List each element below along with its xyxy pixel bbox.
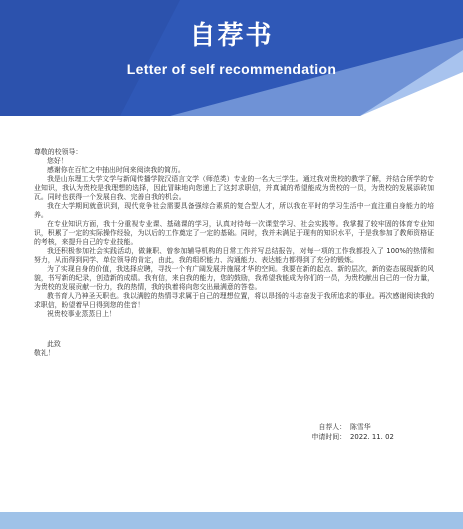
page-subtitle: Letter of self recommendation [126,61,337,77]
letter-body [34,148,434,358]
letter-paragraph: 祝贵校事业蒸蒸日上！ [47,310,116,318]
letter-paragraph: 在专业知识方面，我十分重视专业课、基础课的学习，认真对待每一次课堂学习、社会实践等。我掌握了较牢固的体育专业知识，积累了一定的实际操作经验，为以后的工作奠定了一定的基础。同时，我并未满足于现有的知识水平，于是我参加了教师资格证的考核，来提升自己的专业技能。 [34,220,434,246]
letter-paragraph: 我在大学期间就意识到，现代竞争社会需要具备强综合素质的复合型人才，所以我在平时的学习生活中一直注重自身能力的培养。 [34,202,434,219]
signature-name-row [300,422,440,432]
header-banner [0,0,463,116]
signature-date-label: 申请时间： [311,433,346,441]
letter-salutation: 尊敬的校领导： [34,148,83,156]
letter-greeting: 您好！ [47,157,68,165]
page-title: 自荐书 [189,21,274,51]
footer-bar [0,512,463,529]
signature-date: 2022. 11. 02 [350,433,394,441]
signature-date-row [300,432,440,442]
letter-paragraph: 我还积极参加社会实践活动，做兼职、曾参加辅导机构的日常工作并写总结报告，对每一项的工作我都投入了 100%的热情和努力，从而得到同学、单位领导的肯定，由此，我的组织能力、沟通能力、表达能力都得到了充分的锻炼。 [34,247,434,264]
closing-line-2: 敬礼！ [34,349,55,357]
signature-name: 陈雪华 [350,423,371,431]
letter-closing [34,340,434,358]
closing-line-1: 此致 [47,340,61,348]
signature-name-label: 自荐人： [318,423,346,431]
letter-paragraph: 为了实现自身的价值，我选择应聘，寻找一个有广阔发展并施展才华的空间。我要在新的起点、新的层次，新的姿态展现新的风貌，书写新的纪录，创造新的成绩。我有信，来自我的能力，您的鼓励，我希望我能成为你们的一员，为贵校献出自己的一份力量，为贵校的发展贡献一份力，我的热情，我的执着将向您交出最满意的答卷。 [34,265,434,291]
letter-paragraph: 教书育人乃神圣天职也。我以满腔的热情寻求属于自己的理想位置，将以昂扬的斗志奋发于我所追求的事业。再次感谢阅读我的求职信，盼望着早日得到您的佳音！ [34,292,434,309]
signature-block [300,422,440,442]
letter-paragraph: 我是山东理工大学文学与新闻传播学院汉语言文学（师范类）专业的一名大三学生。通过我对贵校的教学了解，并结合所学的专业知识，我认为贵校是我理想的选择，因此冒昧地向您递上了这封求职信，并真诚的希望能成为贵校的一员，为贵校的发展添砖加瓦。同时也获得一个发展自我、完善自我的机会。 [34,175,434,201]
letter-paragraph: 感谢你在百忙之中抽出时间来阅读我的简历。 [47,166,185,174]
